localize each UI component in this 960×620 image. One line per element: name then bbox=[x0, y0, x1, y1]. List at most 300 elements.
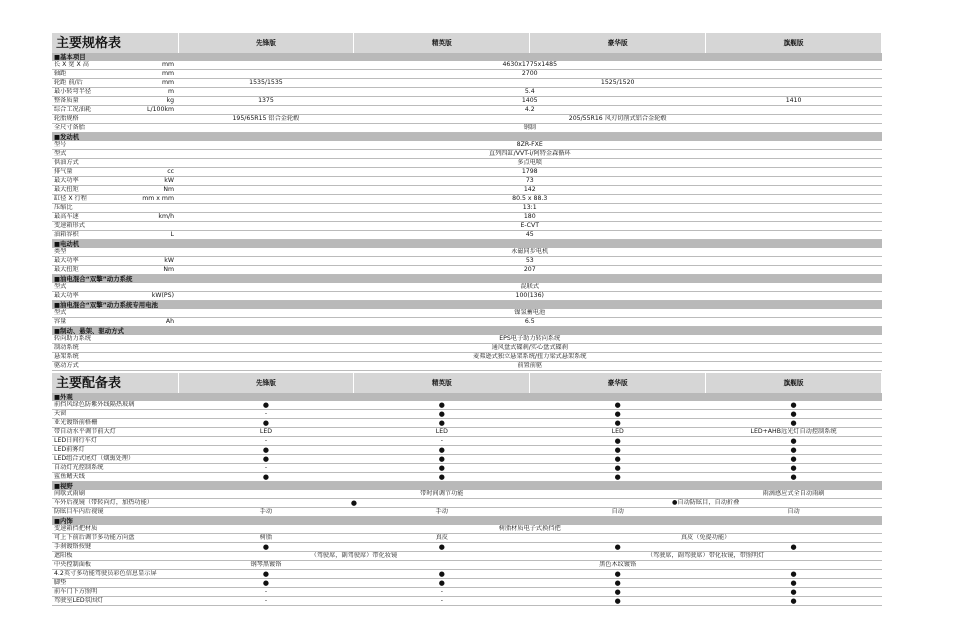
row-label: LED前雾灯 bbox=[54, 445, 85, 453]
row-label: 轴距 bbox=[54, 69, 67, 77]
row-label: 车外后视镜（带转向灯，加热功能） bbox=[54, 498, 153, 506]
value-cell: LED+AHB远光灯自动控制系统 bbox=[706, 428, 882, 437]
row-label: 变速箱形式 bbox=[54, 221, 85, 229]
row-label: 型式 bbox=[54, 309, 67, 316]
row-label: 最大功率 bbox=[54, 291, 79, 299]
table-row bbox=[52, 552, 882, 561]
table-row bbox=[52, 525, 882, 534]
table-row bbox=[52, 561, 882, 570]
value-cell: 多点电喷 bbox=[178, 159, 882, 168]
check-mark: ● bbox=[530, 410, 706, 419]
value-cell: 1525/1520 bbox=[354, 79, 882, 88]
row-label-cell bbox=[52, 309, 178, 318]
check-mark: ● bbox=[178, 543, 354, 552]
value-cell: 4.2 bbox=[178, 106, 882, 115]
row-label: 压缩比 bbox=[54, 203, 73, 211]
table-row bbox=[52, 579, 882, 588]
equip-trim-1: 先锋版 bbox=[178, 373, 354, 393]
row-label: 前挡风绿色防紫外线隔热玻璃 bbox=[54, 401, 135, 408]
row-unit: kg bbox=[166, 96, 174, 104]
value-cell: - bbox=[354, 437, 530, 446]
value-cell: - bbox=[178, 464, 354, 473]
section-title: ■视野 bbox=[52, 482, 882, 491]
check-mark: ● bbox=[530, 464, 706, 473]
table-row bbox=[52, 222, 882, 231]
row-label-cell bbox=[52, 508, 178, 517]
row-label-cell bbox=[52, 186, 178, 195]
table-row bbox=[52, 213, 882, 222]
row-label: 遮阳板 bbox=[54, 551, 73, 559]
row-label-cell bbox=[52, 231, 178, 240]
row-label: 最大扭矩 bbox=[54, 185, 79, 193]
table-row bbox=[52, 168, 882, 177]
row-label-cell bbox=[52, 401, 178, 410]
spec-trim-1: 先锋版 bbox=[178, 33, 354, 53]
row-label: 供油方式 bbox=[54, 158, 79, 166]
value-cell: 80.5 x 88.3 bbox=[178, 195, 882, 204]
row-unit: kW bbox=[164, 176, 174, 184]
row-label: 天窗 bbox=[54, 409, 67, 417]
row-label-cell bbox=[52, 248, 178, 257]
check-mark: ● bbox=[354, 419, 530, 428]
table-row bbox=[52, 292, 882, 301]
row-label-cell bbox=[52, 543, 178, 552]
row-label-cell bbox=[52, 534, 178, 543]
row-unit: L bbox=[170, 230, 174, 238]
section-row bbox=[52, 240, 882, 249]
check-mark: ● bbox=[178, 499, 530, 508]
table-row bbox=[52, 248, 882, 257]
table-row bbox=[52, 141, 882, 150]
table-row bbox=[52, 97, 882, 106]
row-label-cell bbox=[52, 213, 178, 222]
check-mark: ● bbox=[178, 473, 354, 482]
row-label: 中央控制面板 bbox=[54, 560, 92, 568]
table-row bbox=[52, 186, 882, 195]
row-label: 可上下前后调节多功能方向盘 bbox=[54, 533, 135, 541]
row-label-cell bbox=[52, 499, 178, 508]
table-row bbox=[52, 231, 882, 240]
table-row bbox=[52, 570, 882, 579]
row-label: 亚光镀铬前格栅 bbox=[54, 418, 98, 426]
table-row bbox=[52, 534, 882, 543]
row-label: 类型 bbox=[54, 248, 67, 255]
table-row bbox=[52, 419, 882, 428]
table-row bbox=[52, 353, 882, 362]
table-row bbox=[52, 283, 882, 292]
check-mark: ● bbox=[178, 570, 354, 579]
row-label-cell bbox=[52, 579, 178, 588]
row-label: 最大功率 bbox=[54, 256, 79, 264]
section-row bbox=[52, 482, 882, 491]
value-cell: 53 bbox=[178, 257, 882, 266]
value-cell: 手动 bbox=[178, 508, 354, 517]
value-cell: 2700 bbox=[178, 70, 882, 79]
table-row bbox=[52, 70, 882, 79]
row-unit: kW bbox=[164, 256, 174, 264]
table-row bbox=[52, 318, 882, 327]
check-mark: ● bbox=[354, 464, 530, 473]
table-row bbox=[52, 195, 882, 204]
row-label: 制动系统 bbox=[54, 343, 79, 351]
row-label-cell bbox=[52, 318, 178, 327]
section-row bbox=[52, 327, 882, 336]
check-mark: ● bbox=[530, 543, 706, 552]
row-label: 防眩目车内后视镜 bbox=[54, 507, 104, 515]
table-row bbox=[52, 177, 882, 186]
check-mark: ● bbox=[354, 473, 530, 482]
row-label-cell bbox=[52, 204, 178, 213]
equipment-table bbox=[52, 373, 882, 606]
spec-table-body bbox=[52, 33, 882, 371]
row-unit: Ah bbox=[165, 317, 174, 325]
section-row bbox=[52, 393, 882, 401]
row-label: LED组合式尾灯（烟熏处理） bbox=[54, 454, 135, 462]
spec-trim-3: 豪华版 bbox=[530, 33, 706, 53]
value-cell: 180 bbox=[178, 213, 882, 222]
value-cell: 钢琴黑镀铬 bbox=[178, 561, 354, 570]
row-label-cell bbox=[52, 61, 178, 70]
value-cell: （驾驶席，副驾驶席）带化妆镜，带照明灯 bbox=[530, 552, 882, 561]
table-row bbox=[52, 597, 882, 606]
value-cell: 8ZR-FXE bbox=[178, 141, 882, 150]
row-label: 容量 bbox=[54, 317, 67, 325]
value-cell: 永磁同步电机 bbox=[178, 248, 882, 257]
value-cell: 207 bbox=[178, 266, 882, 275]
value-cell: LED bbox=[354, 428, 530, 437]
row-label: 最大扭矩 bbox=[54, 265, 79, 273]
value-cell: 树脂 bbox=[178, 534, 354, 543]
row-label: 长 X 宽 X 高 bbox=[54, 61, 89, 68]
check-mark: ● bbox=[706, 446, 882, 455]
table-row bbox=[52, 257, 882, 266]
table-row bbox=[52, 473, 882, 482]
value-cell: 手动 bbox=[354, 508, 530, 517]
value-cell: 100(136) bbox=[178, 292, 882, 301]
row-label: 悬架系统 bbox=[54, 352, 79, 360]
value-cell: 195/65R15 铝合金轮毂 bbox=[178, 115, 354, 124]
row-label-cell bbox=[52, 88, 178, 97]
row-label-cell bbox=[52, 124, 178, 133]
value-cell: 混联式 bbox=[178, 283, 882, 292]
section-title: ■发动机 bbox=[52, 133, 882, 142]
check-mark: ● bbox=[706, 437, 882, 446]
row-unit: km/h bbox=[158, 212, 174, 220]
row-label-cell bbox=[52, 150, 178, 159]
value-cell: 真皮（免提功能） bbox=[530, 534, 882, 543]
row-unit: m bbox=[167, 87, 174, 95]
check-mark: ● bbox=[706, 579, 882, 588]
row-label: 驾驶室LED氛围灯 bbox=[54, 596, 104, 604]
row-label: 排气量 bbox=[54, 167, 73, 175]
table-row bbox=[52, 437, 882, 446]
value-cell: - bbox=[178, 437, 354, 446]
table-row bbox=[52, 588, 882, 597]
check-mark: ● bbox=[530, 588, 706, 597]
value-cell: 黑色木纹镀铬 bbox=[354, 561, 882, 570]
value-cell: 205/55R16 风刃切削式铝合金轮毂 bbox=[354, 115, 882, 124]
section-title: ■油电混合“双擎”动力系统专用电池 bbox=[52, 301, 882, 310]
table-row bbox=[52, 464, 882, 473]
row-label: 整备质量 bbox=[54, 96, 79, 104]
row-label: 轮胎规格 bbox=[54, 114, 79, 122]
spec-header-row bbox=[52, 33, 882, 53]
row-label: 最小转弯半径 bbox=[54, 87, 92, 95]
row-label: 缸径 X 行程 bbox=[54, 194, 87, 202]
value-cell: 142 bbox=[178, 186, 882, 195]
equip-title: 主要配备表 bbox=[52, 373, 178, 393]
check-mark: ● bbox=[354, 410, 530, 419]
check-mark: ● bbox=[706, 588, 882, 597]
value-cell: 45 bbox=[178, 231, 882, 240]
row-label-cell bbox=[52, 266, 178, 275]
value-cell: 13:1 bbox=[178, 204, 882, 213]
check-mark: ● bbox=[706, 455, 882, 464]
row-label-cell bbox=[52, 141, 178, 150]
row-unit: mm bbox=[161, 78, 174, 86]
value-cell: - bbox=[178, 410, 354, 419]
section-title: ■外观 bbox=[52, 393, 882, 401]
table-row bbox=[52, 362, 882, 371]
spec-title: 主要规格表 bbox=[52, 33, 178, 53]
row-label: 带自动水平调节前大灯 bbox=[54, 427, 116, 435]
table-row bbox=[52, 150, 882, 159]
value-cell: 雨滴感应式全自动雨刷 bbox=[706, 490, 882, 499]
value-cell: 73 bbox=[178, 177, 882, 186]
table-row bbox=[52, 79, 882, 88]
check-mark: ● bbox=[178, 401, 354, 410]
value-cell: 前置前驱 bbox=[178, 362, 882, 371]
spec-trim-2: 精英版 bbox=[354, 33, 530, 53]
value-cell: EPS电子助力转向系统 bbox=[178, 335, 882, 344]
table-row bbox=[52, 335, 882, 344]
check-mark: ● bbox=[706, 419, 882, 428]
row-label: 驱动方式 bbox=[54, 361, 79, 369]
row-unit: L/100km bbox=[147, 105, 174, 113]
row-label-cell bbox=[52, 446, 178, 455]
value-cell: ●自动防眩目，自动折叠 bbox=[530, 499, 882, 508]
spec-table bbox=[52, 33, 882, 371]
row-label-cell bbox=[52, 428, 178, 437]
check-mark: ● bbox=[530, 437, 706, 446]
row-label-cell bbox=[52, 70, 178, 79]
section-row bbox=[52, 275, 882, 284]
table-row bbox=[52, 204, 882, 213]
check-mark: ● bbox=[706, 597, 882, 606]
check-mark: ● bbox=[178, 446, 354, 455]
row-label-cell bbox=[52, 79, 178, 88]
row-unit: kW(PS) bbox=[151, 291, 174, 299]
row-unit: Nm bbox=[163, 185, 174, 193]
table-row bbox=[52, 455, 882, 464]
row-label-cell bbox=[52, 159, 178, 168]
row-unit: Nm bbox=[163, 265, 174, 273]
section-title: ■电动机 bbox=[52, 240, 882, 249]
table-row bbox=[52, 266, 882, 275]
section-row bbox=[52, 517, 882, 526]
value-cell: 真皮 bbox=[354, 534, 530, 543]
row-label: 自动灯光控制系统 bbox=[54, 463, 104, 471]
row-label: 转向助力系统 bbox=[54, 335, 92, 342]
check-mark: ● bbox=[530, 455, 706, 464]
section-row bbox=[52, 133, 882, 142]
row-label: 前车门下方照明 bbox=[54, 587, 98, 595]
row-label: 型式 bbox=[54, 149, 67, 157]
table-row bbox=[52, 508, 882, 517]
spec-trim-4: 旗舰版 bbox=[706, 33, 882, 53]
check-mark: ● bbox=[354, 579, 530, 588]
check-mark: ● bbox=[530, 446, 706, 455]
value-cell: （驾驶席，副驾驶席）带化妆镜 bbox=[178, 552, 530, 561]
value-cell: 1410 bbox=[706, 97, 882, 106]
row-label-cell bbox=[52, 588, 178, 597]
row-label: 轮距 前/后 bbox=[54, 78, 83, 86]
check-mark: ● bbox=[354, 570, 530, 579]
value-cell: - bbox=[354, 588, 530, 597]
row-label-cell bbox=[52, 353, 178, 362]
check-mark: ● bbox=[530, 570, 706, 579]
check-mark: ● bbox=[178, 419, 354, 428]
check-mark: ● bbox=[706, 473, 882, 482]
check-mark: ● bbox=[178, 455, 354, 464]
row-unit: cc bbox=[167, 167, 174, 175]
row-label-cell bbox=[52, 570, 178, 579]
value-cell: 麦弗逊式独立悬架系统/扭力梁式悬架系统 bbox=[178, 353, 882, 362]
table-row bbox=[52, 490, 882, 499]
row-label: 型号 bbox=[54, 141, 67, 148]
value-cell: LED bbox=[530, 428, 706, 437]
value-cell: 树脂材质电子式换挡把 bbox=[178, 525, 882, 534]
table-row bbox=[52, 159, 882, 168]
table-row bbox=[52, 124, 882, 133]
value-cell: - bbox=[178, 588, 354, 597]
value-cell: LED bbox=[178, 428, 354, 437]
check-mark: ● bbox=[530, 597, 706, 606]
table-row bbox=[52, 428, 882, 437]
table-row bbox=[52, 499, 882, 508]
check-mark: ● bbox=[530, 473, 706, 482]
section-row bbox=[52, 301, 882, 310]
table-row bbox=[52, 410, 882, 419]
row-label: 最大功率 bbox=[54, 176, 79, 184]
row-label-cell bbox=[52, 257, 178, 266]
section-title: ■油电混合“双擎”动力系统 bbox=[52, 275, 882, 284]
row-label-cell bbox=[52, 464, 178, 473]
check-mark: ● bbox=[530, 401, 706, 410]
row-label: 最高车速 bbox=[54, 212, 79, 220]
table-row bbox=[52, 61, 882, 70]
row-label-cell bbox=[52, 419, 178, 428]
table-row bbox=[52, 344, 882, 353]
row-unit: mm x mm bbox=[142, 194, 174, 202]
table-row bbox=[52, 309, 882, 318]
check-mark: ● bbox=[706, 543, 882, 552]
row-label-cell bbox=[52, 97, 178, 106]
row-label-cell bbox=[52, 106, 178, 115]
equip-header-row bbox=[52, 373, 882, 393]
row-label-cell bbox=[52, 115, 178, 124]
value-cell: 镍氢蓄电池 bbox=[178, 309, 882, 318]
equip-trim-3: 豪华版 bbox=[530, 373, 706, 393]
check-mark: ● bbox=[178, 579, 354, 588]
row-label-cell bbox=[52, 490, 178, 499]
row-label-cell bbox=[52, 177, 178, 186]
value-cell: 4630x1775x1485 bbox=[178, 61, 882, 70]
value-cell: - bbox=[354, 597, 530, 606]
row-label: 手刹镀铬按键 bbox=[54, 542, 92, 550]
table-row bbox=[52, 88, 882, 97]
equip-table-body bbox=[52, 373, 882, 606]
value-cell: 直列四缸/VVT-i/阿特金森循环 bbox=[178, 150, 882, 159]
value-cell: 钢制 bbox=[178, 124, 882, 133]
table-row bbox=[52, 543, 882, 552]
check-mark: ● bbox=[354, 446, 530, 455]
row-label: 油箱容积 bbox=[54, 230, 79, 238]
row-label-cell bbox=[52, 195, 178, 204]
row-label-cell bbox=[52, 362, 178, 371]
value-cell: 带时间调节功能 bbox=[178, 490, 706, 499]
section-title: ■制动、悬架、驱动方式 bbox=[52, 327, 882, 336]
row-label: 间歇式雨刷 bbox=[54, 490, 85, 497]
check-mark: ● bbox=[706, 464, 882, 473]
row-unit: mm bbox=[161, 61, 174, 68]
row-label-cell bbox=[52, 410, 178, 419]
value-cell: 5.4 bbox=[178, 88, 882, 97]
value-cell: 1405 bbox=[354, 97, 706, 106]
section-title: ■基本项目 bbox=[52, 53, 882, 61]
row-label-cell bbox=[52, 168, 178, 177]
value-cell: E-CVT bbox=[178, 222, 882, 231]
equip-trim-4: 旗舰版 bbox=[706, 373, 882, 393]
row-label: 型式 bbox=[54, 283, 67, 290]
row-label-cell bbox=[52, 473, 178, 482]
row-label-cell bbox=[52, 335, 178, 344]
table-row bbox=[52, 446, 882, 455]
row-label: 鲨鱼鳍天线 bbox=[54, 472, 85, 480]
value-cell: 1798 bbox=[178, 168, 882, 177]
value-cell: 通风盘式碟刹/实心盘式碟刹 bbox=[178, 344, 882, 353]
row-label: LED日间行车灯 bbox=[54, 436, 98, 444]
row-label: 全尺寸备胎 bbox=[54, 123, 85, 131]
check-mark: ● bbox=[354, 455, 530, 464]
equip-trim-2: 精英版 bbox=[354, 373, 530, 393]
section-row bbox=[52, 53, 882, 61]
value-cell: 1375 bbox=[178, 97, 354, 106]
row-label: 综合工况油耗 bbox=[54, 105, 92, 113]
row-label-cell bbox=[52, 525, 178, 534]
check-mark: ● bbox=[706, 570, 882, 579]
table-row bbox=[52, 115, 882, 124]
row-label-cell bbox=[52, 597, 178, 606]
check-mark: ● bbox=[530, 579, 706, 588]
section-title: ■内饰 bbox=[52, 517, 882, 526]
row-unit: mm bbox=[161, 69, 174, 77]
table-row bbox=[52, 106, 882, 115]
row-label: 变速箱挡把材质 bbox=[54, 525, 98, 532]
value-cell: 6.5 bbox=[178, 318, 882, 327]
check-mark: ● bbox=[706, 401, 882, 410]
row-label-cell bbox=[52, 437, 178, 446]
check-mark: ● bbox=[354, 401, 530, 410]
check-mark: ● bbox=[706, 410, 882, 419]
row-label-cell bbox=[52, 283, 178, 292]
row-label-cell bbox=[52, 552, 178, 561]
row-label-cell bbox=[52, 222, 178, 231]
row-label-cell bbox=[52, 292, 178, 301]
row-label-cell bbox=[52, 561, 178, 570]
row-label-cell bbox=[52, 344, 178, 353]
value-cell: 自动 bbox=[530, 508, 706, 517]
